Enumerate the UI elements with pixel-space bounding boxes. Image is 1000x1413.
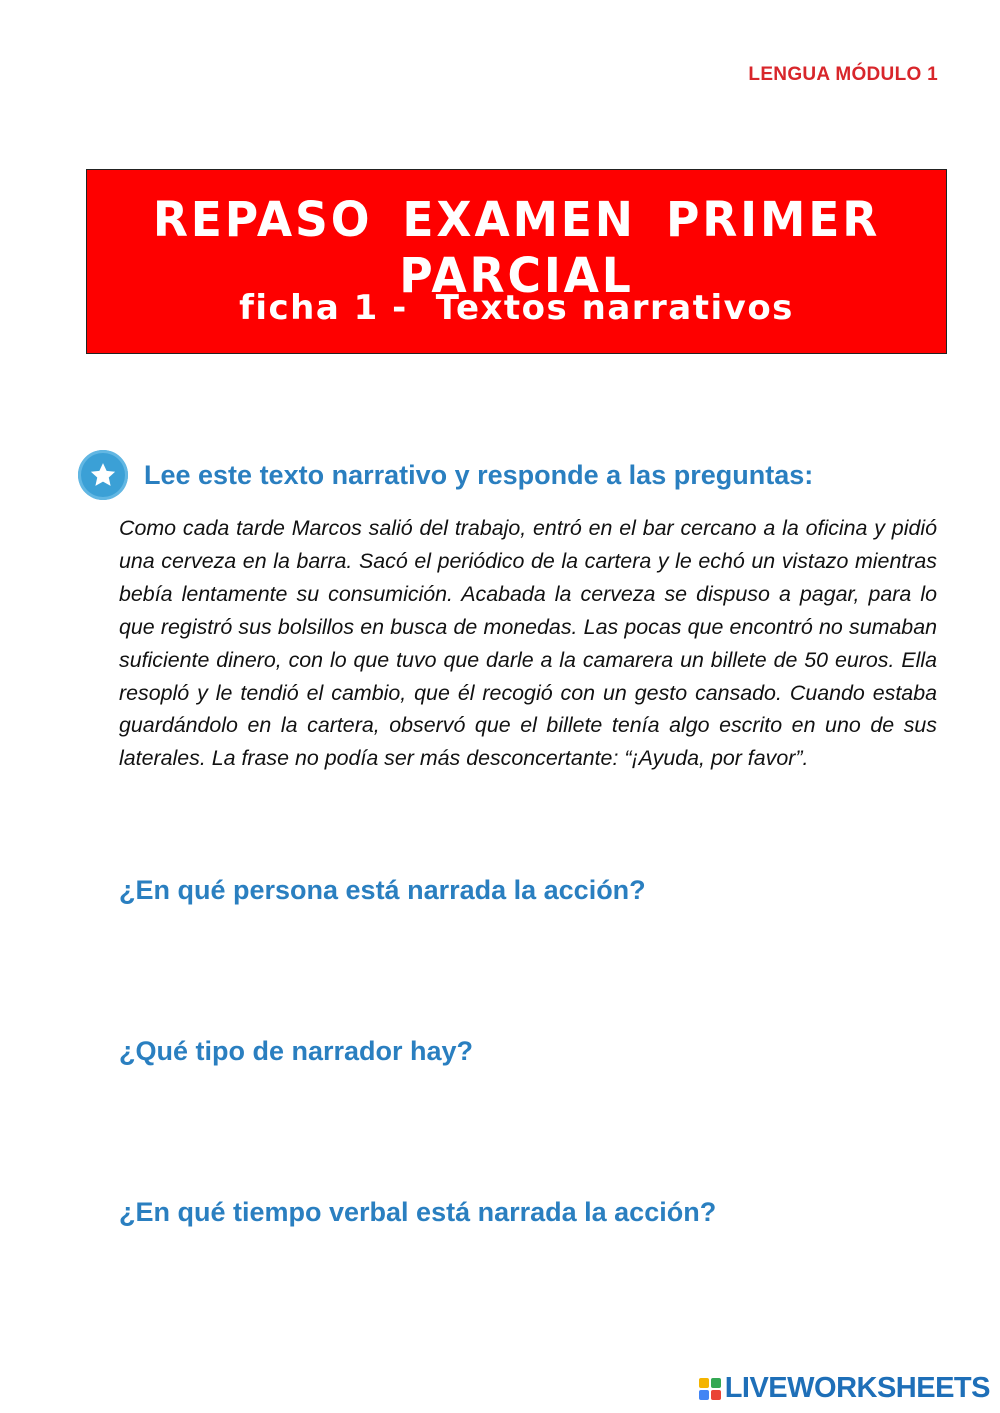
subtitle-sheet-number: ficha 1 - <box>239 288 408 328</box>
instruction-text: Lee este texto narrativo y responde a las preguntas: <box>144 459 814 490</box>
page-title: REPASO EXAMEN PRIMER PARCIAL <box>152 192 881 304</box>
question-3: ¿En qué tiempo verbal está narrada la acción? <box>119 1197 717 1227</box>
star-icon <box>78 450 128 500</box>
page-subtitle <box>87 288 946 328</box>
module-label: LENGUA MÓDULO 1 <box>748 64 938 85</box>
question-1: ¿En qué persona está narrada la acción? <box>119 875 646 905</box>
subtitle-topic: Textos narrativos <box>435 288 794 328</box>
instruction-heading <box>78 450 813 500</box>
liveworksheets-brand[interactable] <box>699 1372 990 1405</box>
liveworksheets-logo-icon <box>699 1378 721 1400</box>
question-2: ¿Qué tipo de narrador hay? <box>119 1036 474 1066</box>
narrative-passage: Como cada tarde Marcos salió del trabajo, entró en el bar cercano a la oficina y pidió una cerveza en la barra. Sacó el periódico de la cartera y le echó un vistazo mientras bebía lentamente su consumición. Acabada la cerveza se dispuso a pagar, para lo que registró sus bolsillos en busca de monedas. Las pocas que encontró no sumaban suficiente dinero, con lo que tuvo que darle a la camarera un billete de 50 euros. Ella resopló y le tendió el cambio, que él recogió con un gesto cansado. Cuando estaba guardándolo en la cartera, observó que el billete tenía algo escrito en uno de sus laterales. La frase no podía ser más desconcertante: “¡Ayuda, por favor”. <box>119 516 937 771</box>
brand-name: LIVEWORKSHEETS <box>724 1372 990 1404</box>
title-banner <box>86 169 947 354</box>
